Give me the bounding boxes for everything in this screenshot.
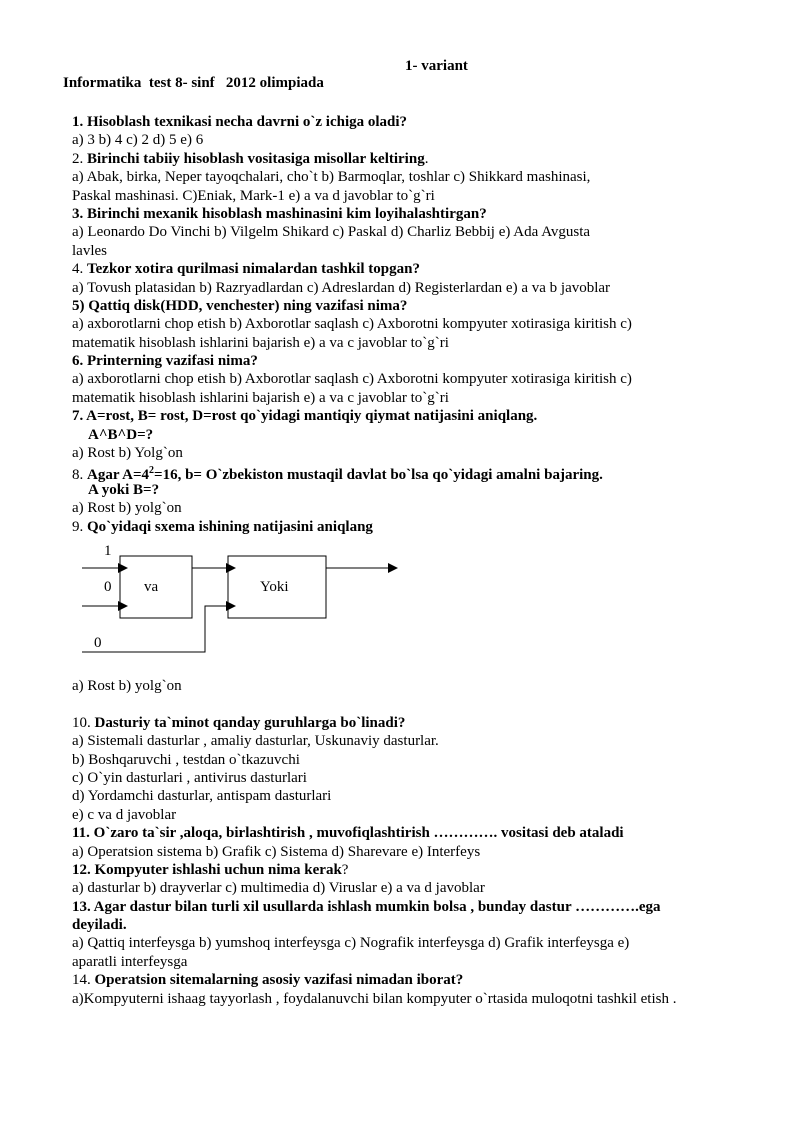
input-2-label: 0: [104, 578, 112, 595]
input-arrow-2: [118, 601, 128, 611]
question-13-line2: [72, 916, 732, 934]
question-10-title: Dasturiy ta`minot qanday guruhlarga bo`linadi?: [94, 714, 406, 731]
question-3-answers-line2: lavles: [72, 242, 107, 259]
question-14-title: Operatsion sitemalarning asosiy vazifasi nimadan iborat?: [94, 972, 464, 989]
question-11-title: 11. O`zaro ta`sir ,aloqa, birlashtirish , muvofiqlashtirish …………. vositasi deb ataladi: [72, 825, 624, 842]
input-arrow-3: [226, 601, 236, 611]
question-8-number: 8.: [72, 467, 87, 484]
and-gate-label: va: [144, 578, 159, 595]
question-4-answers: a) Tovush platasidan b) Razryadlardan c) Adreslardan d) Registerlardan e) a va b javoblar: [72, 279, 611, 296]
question-9: [72, 518, 732, 536]
output-arrow: [388, 563, 398, 573]
input-arrow-1: [118, 563, 128, 573]
question-10-answer-e: e) c va d javoblar: [72, 806, 177, 823]
question-9-answers: a) Rost b) yolg`on: [72, 677, 182, 694]
question-7-expression: [72, 426, 732, 444]
question-2: [72, 150, 732, 168]
question-3-title: 3. Birinchi mexanik hisoblash mashinasini kim loyihalashtirgan?: [72, 205, 487, 222]
connect-arrow: [226, 563, 236, 573]
header-title: Informatika test 8- sinf 2012 olimpiada: [63, 75, 324, 91]
question-3-answers-line1: a) Leonardo Do Vinchi b) Vilgelm Shikard c) Paskal d) Charliz Bebbij e) Ada Avgusta: [72, 224, 591, 241]
question-13-answers-line1: a) Qattiq interfeysga b) yumshoq interfeysga c) Nografik interfeysga d) Grafik interfeysga e): [72, 935, 630, 952]
question-2-title: Birinchi tabiiy hisoblash vositasiga misollar keltiring: [87, 150, 425, 167]
question-4-title: Tezkor xotira qurilmasi nimalardan tashkil topgan?: [87, 261, 420, 278]
question-10-answer-a: a) Sistemali dasturlar , amaliy dasturlar, Uskunaviy dasturlar.: [72, 733, 439, 750]
input-line-3: [82, 606, 228, 652]
question-8: [72, 462, 732, 484]
question-10-answer-d: d) Yordamchi dasturlar, antispam dasturlari: [72, 788, 332, 805]
question-4-number: 4.: [72, 261, 87, 278]
question-7-title: 7. A=rost, B= rost, D=rost qo`yidagi mantiqiy qiymat natijasini aniqlang.: [72, 408, 538, 425]
question-5: [72, 297, 732, 315]
question-8-expression: [72, 481, 732, 499]
question-2-number: 2.: [72, 150, 87, 167]
header-variant: 1- variant: [405, 58, 468, 74]
question-2-answers-line1: a) Abak, birka, Neper tayoqchalari, cho`t b) Barmoqlar, toshlar c) Shikkard mashinasi,: [72, 169, 591, 186]
question-13-answers-line2: aparatli interfeysga: [72, 953, 188, 970]
question-1-title: 1. Hisoblash texnikasi necha davrni o`z ichiga oladi?: [72, 114, 408, 130]
question-9-title: Qo`yidaqi sxema ishining natijasini aniqlang: [87, 518, 373, 535]
question-11-answers: a) Operatsion sistema b) Grafik c) Sistema d) Sharevare e) Interfeys: [72, 843, 481, 860]
question-5-title: 5) Qattiq disk(HDD, venchester) ning vazifasi nima?: [72, 297, 408, 314]
question-8-answers: a) Rost b) yolg`on: [72, 500, 182, 517]
questions: [72, 113, 732, 1008]
question-12-answers: a) dasturlar b) drayverlar c) multimedia d) Viruslar e) a va d javoblar: [72, 880, 485, 897]
question-13-title-2: deyiladi.: [72, 917, 127, 934]
input-3-label: 0: [94, 634, 102, 651]
question-5-answers-line2: matematik hisoblash ishlarini bajarish e) a va c javoblar to`g`ri: [72, 334, 449, 351]
question-6: [72, 352, 732, 370]
input-1-label: 1: [104, 542, 112, 559]
question-7-expr: A^B^D=?: [88, 426, 154, 443]
question-7: [72, 407, 732, 425]
question-8-title: [87, 467, 603, 483]
question-10-number: 10.: [72, 714, 95, 731]
question-14: [72, 971, 732, 989]
question-12-title: 12. Kompyuter ishlashi uchun nima kerak: [72, 861, 342, 878]
question-8-title-b: =16, b= O`zbekiston mustaqil davlat bo`lsa qo`yidagi amalni bajaring.: [154, 467, 603, 484]
question-6-title: 6. Printerning vazifasi nima?: [72, 353, 258, 370]
question-6-answers-line2: matematik hisoblash ishlarini bajarish e) a va c javoblar to`g`ri: [72, 389, 449, 406]
question-7-answers: a) Rost b) Yolg`on: [72, 445, 183, 462]
logic-circuit-diagram: [72, 542, 732, 677]
question-13-line1: [72, 898, 732, 916]
question-8-expr: A yoki B=?: [88, 481, 160, 498]
question-11: [72, 824, 732, 842]
question-10-answer-c: c) O`yin dasturlari , antivirus dasturlari: [72, 769, 307, 786]
question-10: [72, 714, 732, 732]
question-12-qmark: ?: [341, 861, 349, 878]
question-9-number: 9.: [72, 518, 87, 535]
question-2-answers-line2: Paskal mashinasi. C)Eniak, Mark-1 e) a va d javoblar to`g`ri: [72, 187, 435, 204]
question-8-superscript: 2: [149, 465, 155, 477]
question-5-answers-line1: a) axborotlarni chop etish b) Axborotlar saqlash c) Axborotni kompyuter xotirasiga kiritish c): [72, 316, 632, 333]
question-14-answers: a)Kompyuterni ishaag tayyorlash , foydalanuvchi bilan kompyuter o`rtasida muloqotni tashkil etish .: [72, 990, 677, 1007]
or-gate-label: Yoki: [260, 578, 289, 595]
question-13-title-1: 13. Agar dastur bilan turli xil usullarda ishlash mumkin bolsa , bunday dastur ………….ega: [72, 898, 661, 915]
question-3: [72, 205, 732, 223]
question-12: [72, 861, 732, 879]
question-14-number: 14.: [72, 972, 95, 989]
question-8-title-a: Agar A=4: [87, 467, 150, 484]
question-2-dot: .: [424, 150, 429, 167]
circuit-svg: [72, 542, 412, 672]
question-1: [72, 113, 732, 131]
question-1-answers: a) 3 b) 4 c) 2 d) 5 e) 6: [72, 132, 204, 149]
question-4: [72, 260, 732, 278]
spacer: [72, 695, 732, 713]
question-6-answers-line1: a) axborotlarni chop etish b) Axborotlar saqlash c) Axborotni kompyuter xotirasiga kiritish c): [72, 371, 632, 388]
question-10-answer-b: b) Boshqaruvchi , testdan o`tkazuvchi: [72, 751, 300, 768]
